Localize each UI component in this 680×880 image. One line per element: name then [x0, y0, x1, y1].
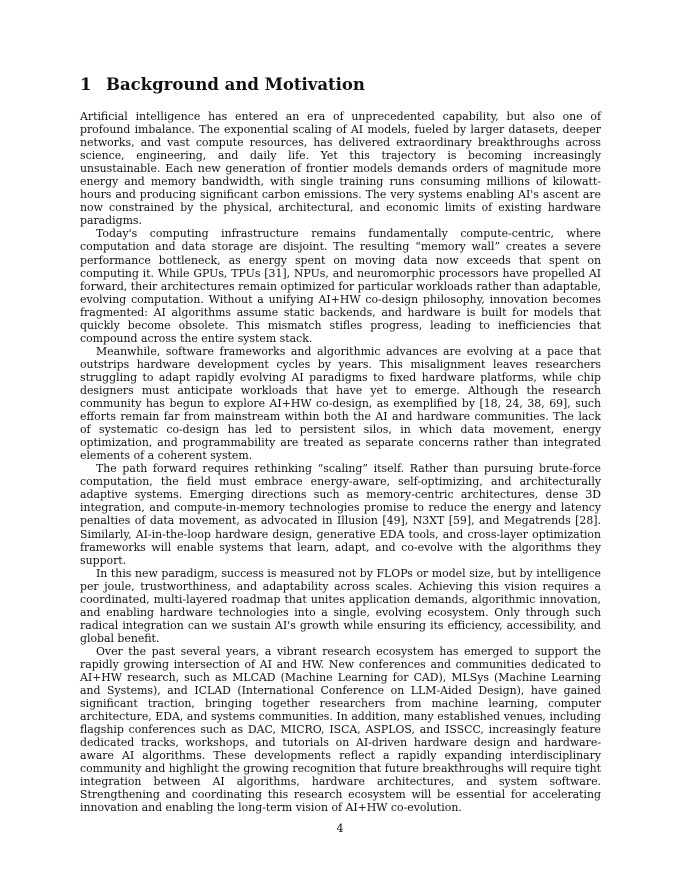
section-number: 1 — [80, 75, 92, 94]
paragraph-2: Today's computing infrastructure remains fundamentally compute-centric, where computation and data storage are disjoint. The resulting “memory wall” creates a severe performance bottleneck, as energy spent on moving data now exceeds that spent on computing it. While GPUs, TPUs [31], NPUs, and neuromorphic processors have propelled AI forward, their architectures remain optimized for particular workloads rather than adaptable, evolving computation. Without a unifying AI+HW co-design philosophy, innovation becomes fragmented: AI algorithms assume static backends, and hardware is built for models that quickly become obsolete. This mismatch stifles progress, leading to inefficiencies that compound across the entire system stack. — [80, 227, 601, 345]
paragraph-6: Over the past several years, a vibrant research ecosystem has emerged to support the rapidly growing intersection of AI and HW. New conferences and communities dedicated to AI+HW research, such as MLCAD (Machine Learning for CAD), MLSys (Machine Learning and Systems), and ICLAD (International Conference on LLM-Aided Design), have gained significant traction, bringing together researchers from machine learning, computer architecture, EDA, and systems communities. In addition, many established venues, including flagship conferences such as DAC, MICRO, ISCA, ASPLOS, and ISSCC, increasingly feature dedicated tracks, workshops, and tutorials on AI-driven hardware design and hardware-aware AI algorithms. These developments reflect a rapidly expanding interdisciplinary community and highlight the growing recognition that future breakthroughs will require tight integration between AI algorithms, hardware architectures, and system software. Strengthening and coordinating this research ecosystem will be essential for accelerating innovation and enabling the long-term vision of AI+HW co-evolution. — [80, 644, 601, 815]
page-number: 4 — [336, 822, 344, 835]
paragraph-5: In this new paradigm, success is measured not by FLOPs or model size, but by intelligence per joule, trustworthiness, and adaptability across scales. Achieving this vision requires a coordinated, multi-layered roadmap that unites application demands, algorithmic innovation, and enabling hardware technologies into a single, evolving ecosystem. Only through such radical integration can we sustain AI's growth while ensuring its efficiency, accessibility, and global benefit. — [80, 566, 601, 645]
paragraph-1: Artificial intelligence has entered an era of unprecedented capability, but also one of profound imbalance. The exponential scaling of AI models, fueled by larger datasets, deeper networks, and vast compute resources, has delivered extraordinary breakthroughs across science, engineering, and daily life. Yet this trajectory is becoming increasingly unsustainable. Each new generation of frontier models demands orders of magnitude more energy and memory bandwidth, with single training runs consuming millions of kilowatt-hours and producing significant carbon emissions. The very systems enabling AI's ascent are now constrained by the physical, architectural, and economic limits of existing hardware paradigms. — [80, 110, 601, 228]
paragraph-3: Meanwhile, software frameworks and algorithmic advances are evolving at a pace that outstrips hardware development cycles by years. This misalignment leaves researchers struggling to adapt rapidly evolving AI paradigms to fixed hardware platforms, while chip designers must anticipate workloads that have yet to emerge. Although the research community has begun to explore AI+HW co-design, as exemplified by [18, 24, 38, 69], such efforts remain far from mainstream within both the AI and hardware communities. The lack of systematic co-design has led to persistent silos, in which data movement, energy optimization, and programmability are treated as separate concerns rather than integrated elements of a coherent system. — [80, 344, 601, 463]
page-body — [80, 74, 601, 815]
paragraph-4: The path forward requires rethinking “scaling” itself. Rather than pursuing brute-force computation, the field must embrace energy-aware, self-optimizing, and architecturally adaptive systems. Emerging directions such as memory-centric architectures, dense 3D integration, and compute-in-memory technologies promise to reduce the energy and latency penalties of data movement, as advocated in Illusion [49], N3XT [59], and Megatrends [28]. Similarly, AI-in-the-loop hardware design, generative EDA tools, and cross-layer optimization frameworks will enable systems that learn, adapt, and co-evolve with the algorithms they support. — [80, 462, 601, 567]
section-heading — [80, 74, 601, 96]
section-title: Background and Motivation — [106, 75, 365, 94]
